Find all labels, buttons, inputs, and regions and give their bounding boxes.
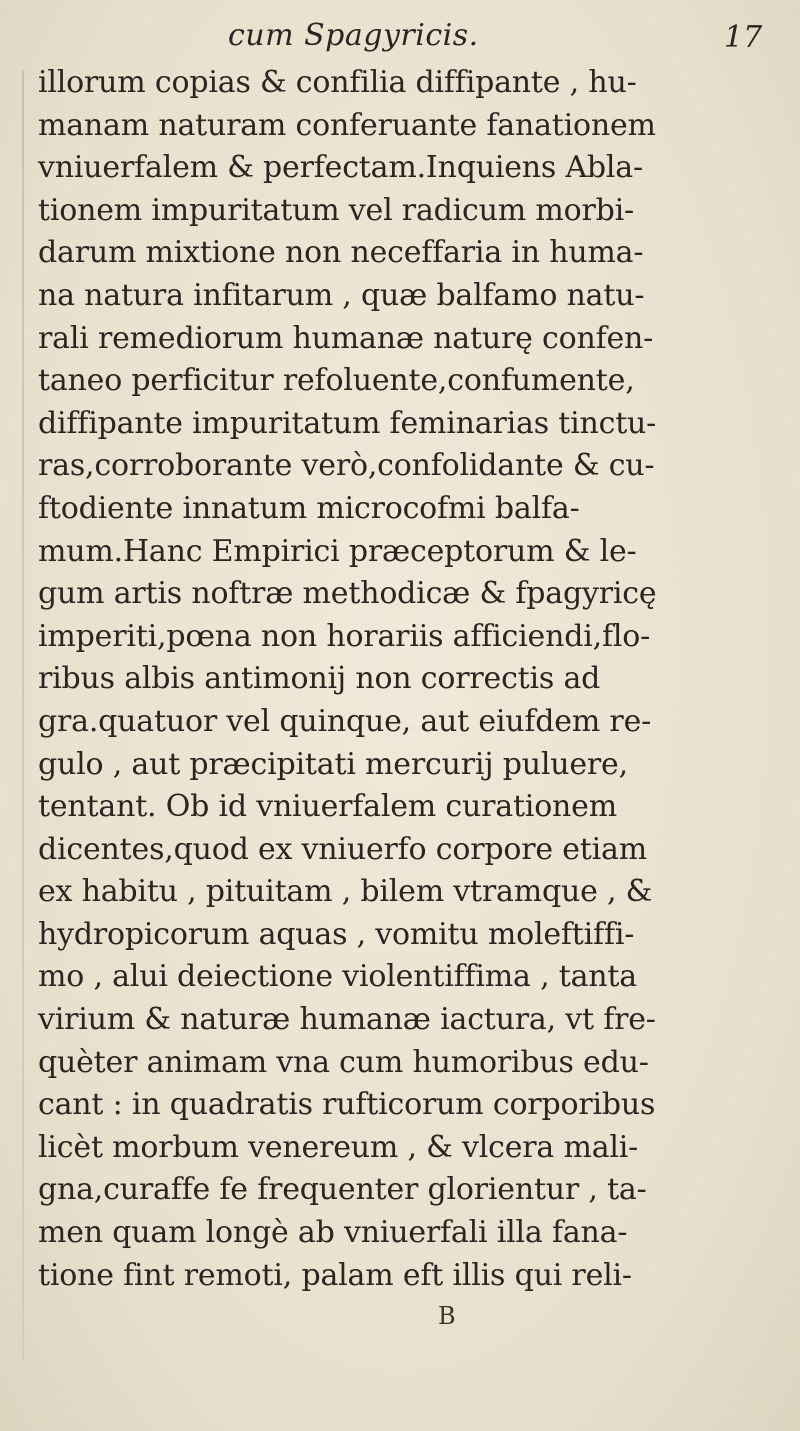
text-line: gra.quatuor vel quinque, aut eiufdem re- [38, 703, 652, 739]
text-line: manam naturam conferuante fanationem [38, 107, 656, 143]
text-line: cant : in quadratis rufticorum corporibus [38, 1087, 656, 1123]
text-line: ras,corroborante verò,confolidante & cu- [38, 448, 655, 484]
text-line: ribus albis antimonij non correctis ad [38, 661, 601, 697]
text-line: illorum copias & confilia diffipante , hu- [38, 65, 637, 100]
text-line: mo , alui deiectione violentiffima , tanta [38, 959, 637, 995]
text-line: diffipante impuritatum feminarias tinctu- [38, 405, 657, 441]
text-line: tentant. Ob id vniuerfalem curationem [38, 789, 617, 825]
text-line: taneo perficitur refoluente,confumente, [38, 363, 635, 399]
text-line: rali remediorum humanæ naturę confen- [38, 320, 654, 356]
gutter-shadow [22, 70, 24, 1360]
text-line: tionem impuritatum vel radicum morbi- [38, 192, 634, 228]
running-head: cum Spagyricis. [228, 18, 479, 53]
text-line: quèter animam vna cum humoribus edu- [38, 1044, 649, 1080]
text-line: gulo , aut præcipitati mercurij puluere, [38, 746, 628, 782]
text-line: dicentes,quod ex vniuerfo corpore etiam [38, 831, 647, 867]
text-line: ftodiente innatum microcofmi balfa- [38, 490, 580, 526]
text-line: gum artis noftræ methodicæ & fpagyricę [38, 576, 657, 612]
text-line: virium & naturæ humanæ iactura, vt fre- [38, 1002, 656, 1038]
page-header [0, 14, 800, 60]
text-line: vniuerfalem & perfectam.Inquiens Abla- [38, 150, 643, 186]
text-line: tione fint remoti, palam eft illis qui reli- [38, 1257, 632, 1293]
page-number: 17 [724, 20, 763, 55]
text-line: ex habitu , pituitam , bilem vtramque , & [38, 874, 653, 910]
signature-mark: B [438, 1302, 456, 1330]
text-line: na natura infitarum , quæ balfamo natu- [38, 277, 645, 313]
text-line: darum mixtione non neceffaria in huma- [38, 235, 644, 271]
text-line: gna,curaffe fe frequenter glorientur , ta- [38, 1172, 647, 1208]
text-line: men quam longè ab vniuerfali illa fana- [38, 1215, 628, 1251]
text-line: imperiti,pœna non horariis afficiendi,flo- [38, 618, 651, 654]
text-line: mum.Hanc Empirici præceptorum & le- [38, 533, 637, 569]
text-line: licèt morbum venereum , & vlcera mali- [38, 1129, 639, 1165]
text-line: hydropicorum aquas , vomitu moleftiffi- [38, 916, 635, 952]
body-text [38, 62, 758, 1297]
